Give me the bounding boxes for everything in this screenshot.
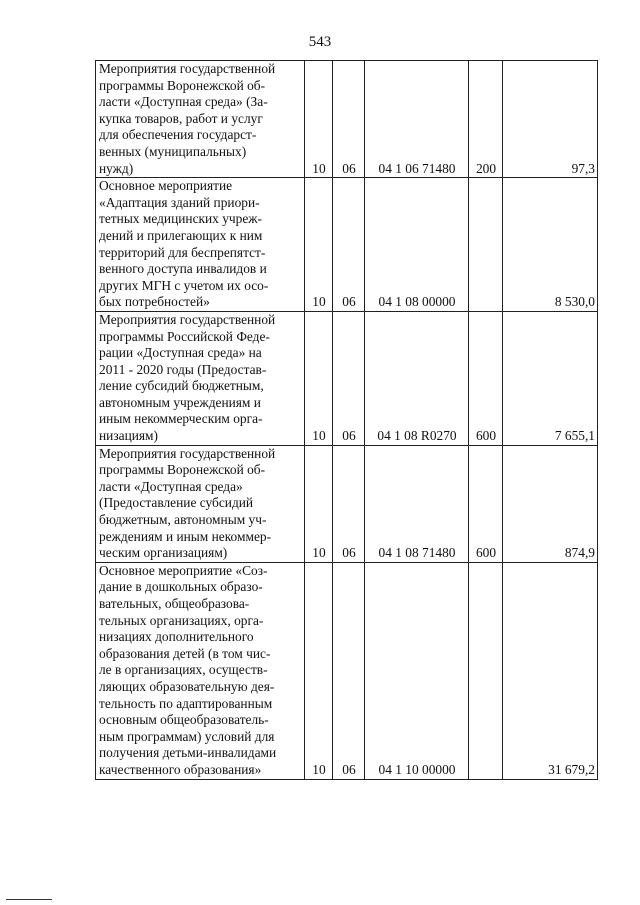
amount-cell: 97,3 (503, 61, 598, 178)
activity-name-line: (Предоставление субсидий (99, 495, 254, 511)
activity-name-line: 2011 - 2020 годы (Предостав- (99, 361, 267, 377)
amount-cell: 8 530,0 (503, 178, 598, 312)
activity-name-line: ным программам) условий для (99, 728, 275, 744)
table-row (96, 178, 598, 312)
activity-name-line: программы Воронежской об- (99, 77, 266, 93)
activity-name-line: бых потребностей» (99, 294, 210, 310)
expense-type-cell: 200 (469, 61, 503, 178)
activity-name-line: программы Российской Феде- (99, 328, 270, 344)
table-body (96, 61, 598, 780)
subsection-code-cell: 06 (333, 562, 365, 779)
activity-name-line: вательных, общеобразова- (99, 596, 250, 611)
page-number: 543 (308, 34, 332, 50)
activity-name-cell (96, 311, 305, 445)
activity-name-line: Мероприятия государственной (99, 61, 276, 76)
activity-name-cell (96, 61, 305, 178)
target-article-cell: 04 1 08 71480 (365, 445, 469, 562)
amount-cell: 874,9 (503, 445, 598, 562)
target-article-cell: 04 1 08 R0270 (365, 311, 469, 445)
activity-name-cell (96, 445, 305, 562)
expense-type-cell (469, 178, 503, 312)
activity-name-line: тельных организациях, орга- (99, 612, 264, 628)
activity-name-cell (96, 178, 305, 312)
subsection-code-cell: 06 (333, 311, 365, 445)
activity-name-line: низациях дополнительного (99, 629, 254, 645)
activity-name-line: нужд) (99, 160, 134, 176)
activity-name-line: Основное мероприятие «Соз- (99, 562, 268, 578)
activity-name-line: ление субсидий бюджетным, (99, 378, 264, 394)
activity-name-line: территорий для беспрепятст- (99, 244, 266, 260)
activity-name-cell (96, 562, 305, 779)
activity-name-line: купка товаров, работ и услуг (99, 110, 263, 126)
section-code-cell: 10 (305, 61, 333, 178)
section-code-cell: 10 (305, 178, 333, 312)
table-row (96, 562, 598, 779)
activity-name-line: венного доступа инвалидов и (99, 261, 267, 277)
subsection-code-cell: 06 (333, 445, 365, 562)
table-row (96, 445, 598, 562)
activity-name-line: венных (муниципальных) (99, 143, 247, 159)
activity-name-line: для обеспечения государст- (99, 127, 257, 143)
expense-type-cell (469, 562, 503, 779)
activity-name-line: качественного образования» (99, 761, 262, 777)
activity-name-line: других МГН с учетом их осо- (99, 277, 269, 293)
budget-table (95, 60, 598, 780)
amount-cell: 31 679,2 (503, 562, 598, 779)
activity-name-line: Мероприятия государственной (99, 445, 276, 461)
activity-name-line: ласти «Доступная среда» (За- (99, 94, 268, 110)
subsection-code-cell: 06 (333, 61, 365, 178)
activity-name-line: автономным учреждениям и (99, 394, 261, 410)
activity-name-line: бюджетным, автономным уч- (99, 512, 267, 528)
activity-name-line: ляющих образовательную дея- (99, 678, 275, 694)
table-row (96, 61, 598, 178)
section-code-cell: 10 (305, 311, 333, 445)
activity-name-line: тельность по адаптированным (99, 695, 273, 711)
subsection-code-cell: 06 (333, 178, 365, 312)
activity-name-line: Основное мероприятие (99, 178, 233, 194)
activity-name-line: тетных медицинских учреж- (99, 211, 263, 227)
activity-name-line: «Адаптация зданий приори- (99, 194, 260, 210)
activity-name-line: программы Воронежской об- (99, 462, 266, 478)
activity-name-line: реждениям и иным некоммер- (99, 528, 272, 544)
activity-name-line: ласти «Доступная среда» (99, 478, 243, 494)
activity-name-line: основным общеобразователь- (99, 712, 269, 728)
activity-name-line: иным некоммерческим орга- (99, 411, 263, 427)
activity-name-line: низациям) (99, 428, 158, 444)
target-article-cell: 04 1 08 00000 (365, 178, 469, 312)
footnote-rule (6, 899, 52, 900)
activity-name-line: Мероприятия государственной (99, 311, 276, 327)
section-code-cell: 10 (305, 562, 333, 779)
target-article-cell: 04 1 10 00000 (365, 562, 469, 779)
section-code-cell: 10 (305, 445, 333, 562)
activity-name-line: рации «Доступная среда» на (99, 345, 262, 361)
expense-type-cell: 600 (469, 445, 503, 562)
expense-type-cell: 600 (469, 311, 503, 445)
activity-name-line: ческим организациям) (99, 545, 228, 561)
activity-name-line: дений и прилегающих к ним (99, 227, 263, 243)
activity-name-line: дание в дошкольных образо- (99, 579, 263, 595)
activity-name-line: получения детьми-инвалидами (99, 745, 277, 761)
activity-name-line: ле в организациях, осуществ- (99, 662, 268, 678)
amount-cell: 7 655,1 (503, 311, 598, 445)
activity-name-line: образования детей (в том чис- (99, 645, 271, 661)
target-article-cell: 04 1 06 71480 (365, 61, 469, 178)
table-row (96, 311, 598, 445)
